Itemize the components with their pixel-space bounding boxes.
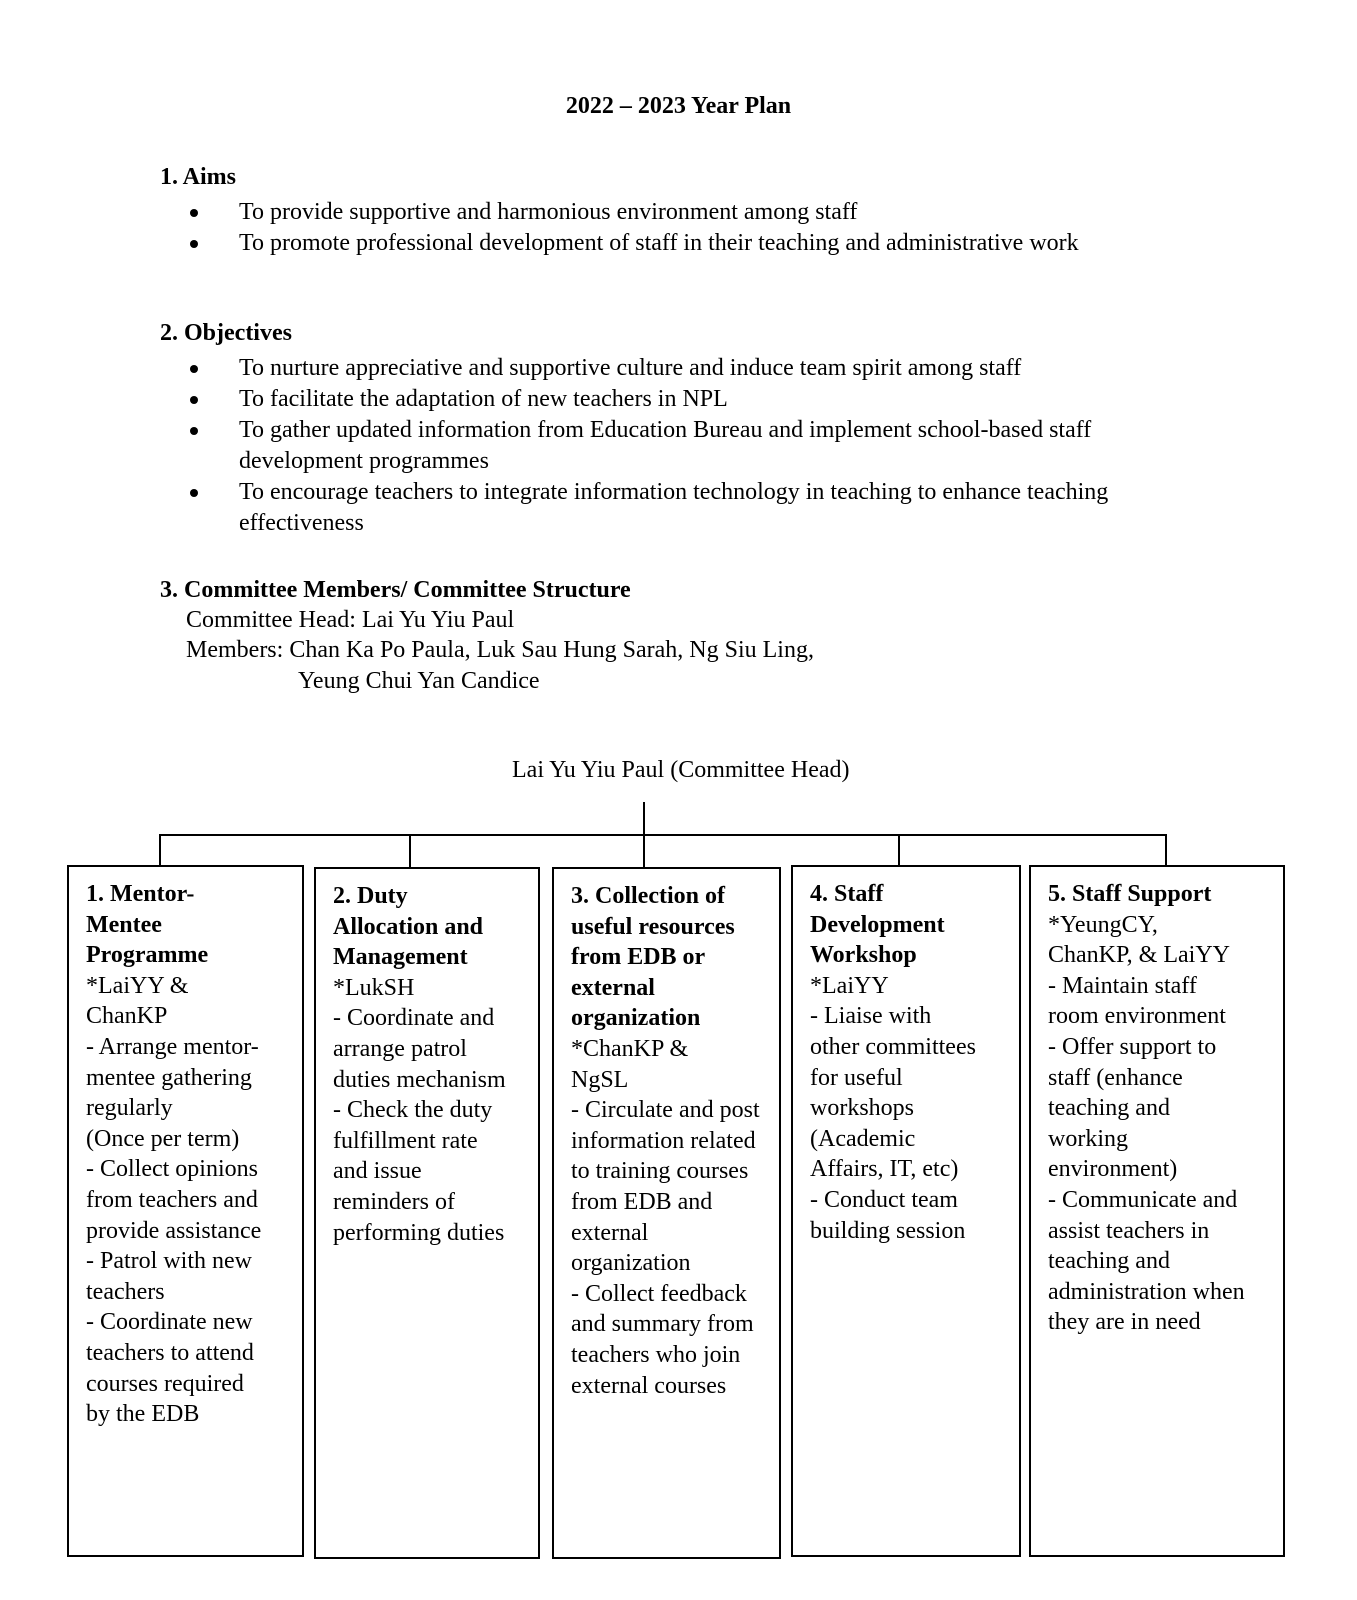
org-box-body: *LaiYY - Liaise with other committees for useful workshops (Academic Affairs, IT, etc) - Conduct team building session — [810, 972, 976, 1244]
aims-list — [186, 197, 1079, 259]
committee-head-line: Committee Head: Lai Yu Yiu Paul — [186, 607, 515, 633]
list-item: To provide supportive and harmonious environment among staff — [186, 197, 1079, 228]
list-item: To nurture appreciative and supportive culture and induce team spirit among staff — [186, 353, 1186, 384]
org-box-body: *ChanKP & NgSL - Circulate and post information related to training courses from EDB and external organization - Collect feedback and summary from teachers who join external courses — [571, 1035, 760, 1399]
list-item: To encourage teachers to integrate information technology in teaching to enhance teaching effectiveness — [186, 477, 1186, 539]
org-box-staff-support — [1029, 865, 1285, 1557]
objectives-heading: 2. Objectives — [160, 320, 292, 346]
aims-heading: 1. Aims — [160, 164, 237, 190]
org-box-title: 2. Duty Allocation and Management — [333, 883, 484, 971]
org-box-body: *LaiYY & ChanKP - Arrange mentor- mentee gathering regularly (Once per term) - Collect opinions from teachers and provide assistance - Patrol with new teachers - Coordinate new teachers to attend courses required by the EDB — [86, 972, 262, 1428]
org-box-body: *LukSH - Coordinate and arrange patrol duties mechanism - Check the duty fulfillment rate and issue reminders of performing duties — [333, 974, 506, 1246]
connector-box-4 — [898, 834, 900, 866]
org-box-mentor-mentee — [67, 865, 304, 1557]
objectives-list — [186, 353, 1186, 539]
members-line: Members: Chan Ka Po Paula, Luk Sau Hung Sarah, Ng Siu Ling, — [186, 637, 814, 663]
connector-root — [643, 802, 645, 836]
connector-box-3 — [643, 834, 645, 868]
org-box-title: 4. Staff Development Workshop — [810, 881, 945, 969]
list-item: To promote professional development of staff in their teaching and administrative work — [186, 228, 1079, 259]
org-box-body: *YeungCY, ChanKP, & LaiYY - Maintain staff room environment - Offer support to staff (enhance teaching and working environment) - Communicate and assist teachers in teaching and administration when they are in need — [1048, 911, 1245, 1336]
org-box-resource-collection — [552, 867, 781, 1559]
document-title: 2022 – 2023 Year Plan — [565, 93, 792, 119]
org-chart-root: Lai Yu Yiu Paul (Committee Head) — [512, 757, 850, 783]
list-item: To gather updated information from Education Bureau and implement school-based staff development programmes — [186, 415, 1186, 477]
connector-horizontal — [159, 834, 1167, 836]
committee-heading: 3. Committee Members/ Committee Structure — [160, 577, 631, 603]
org-box-duty-allocation — [314, 867, 540, 1559]
connector-box-1 — [159, 834, 161, 866]
list-item: To facilitate the adaptation of new teachers in NPL — [186, 384, 1186, 415]
members-line-continued: Yeung Chui Yan Candice — [298, 668, 540, 694]
org-box-title: 5. Staff Support — [1048, 881, 1212, 907]
org-box-title: 3. Collection of useful resources from EDB or external organization — [571, 883, 735, 1032]
org-box-title: 1. Mentor- Mentee Programme — [86, 881, 209, 969]
connector-box-5 — [1165, 834, 1167, 866]
org-box-staff-development — [791, 865, 1021, 1557]
connector-box-2 — [409, 834, 411, 868]
